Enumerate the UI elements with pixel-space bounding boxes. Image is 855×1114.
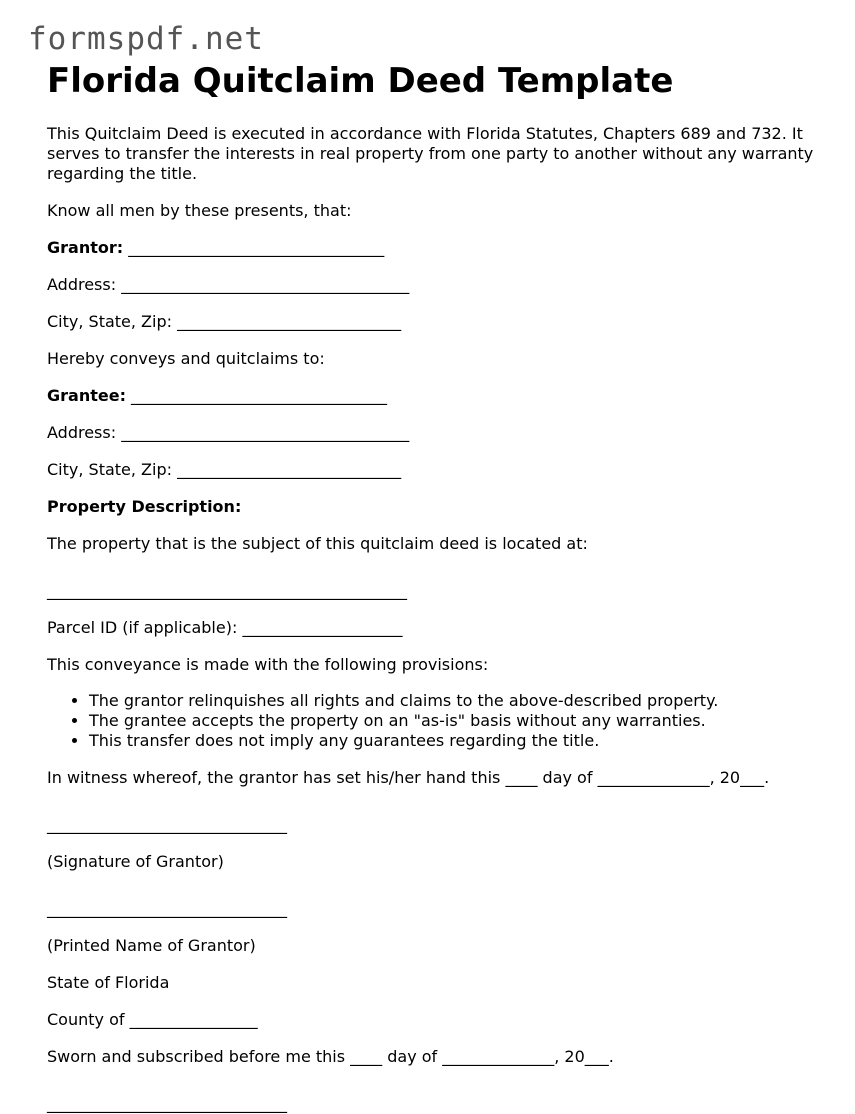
document (47, 62, 817, 1114)
parcel-field: Parcel ID (if applicable): ____________________ (47, 618, 403, 637)
signature-caption: (Signature of Grantor) (47, 852, 224, 871)
property-heading (47, 497, 817, 517)
page-title: Florida Quitclaim Deed Template (47, 61, 674, 101)
witness-text: In witness whereof, the grantor has set his/her hand this ____ day of ______________, 20___. (47, 768, 770, 787)
property-text: The property that is the subject of this quitclaim deed is located at: (47, 534, 588, 553)
grantee-city-field: City, State, Zip: ____________________________ (47, 460, 402, 479)
list-item: • This transfer does not imply any guarantees regarding the title. (89, 731, 817, 751)
conveys-text: Hereby conveys and quitclaims to: (47, 349, 325, 368)
property-heading-label: Property Description: (47, 497, 242, 516)
grantor-city-field: City, State, Zip: ____________________________ (47, 312, 402, 331)
grantee-field (47, 386, 817, 406)
grantee-blank: ________________________________ (125, 386, 388, 405)
know-all-text: Know all men by these presents, that: (47, 201, 352, 220)
signature-line: ______________________________ (47, 815, 287, 834)
grantor-label: Grantor: (47, 238, 124, 257)
sworn-text: Sworn and subscribed before me this ____ day of ______________, 20___. (47, 1047, 614, 1066)
provisions-intro: This conveyance is made with the following provisions: (47, 655, 489, 674)
property-line: _____________________________________________ (47, 581, 407, 600)
intro-paragraph: This Quitclaim Deed is executed in accordance with Florida Statutes, Chapters 689 and 732. It serves to transfer the interests in real property from one party to another without any warranty regarding the title. (47, 124, 814, 183)
grantor-field (47, 238, 817, 258)
list-item: • The grantee accepts the property on an "as-is" basis without any warranties. (89, 711, 817, 731)
printed-name-line: ______________________________ (47, 899, 287, 918)
state-text: State of Florida (47, 973, 170, 992)
grantee-label: Grantee: (47, 386, 126, 405)
list-item: • The grantor relinquishes all rights and claims to the above-described property. (89, 691, 817, 711)
county-field: County of ________________ (47, 1010, 258, 1029)
provisions-list (47, 691, 817, 751)
printed-name-caption: (Printed Name of Grantor) (47, 936, 256, 955)
grantee-address-field: Address: ____________________________________ (47, 423, 410, 442)
grantor-blank: ________________________________ (123, 238, 385, 257)
notary-line: ______________________________ (47, 1094, 287, 1113)
grantor-address-field: Address: ____________________________________ (47, 275, 410, 294)
watermark: formspdf.net (28, 21, 264, 57)
